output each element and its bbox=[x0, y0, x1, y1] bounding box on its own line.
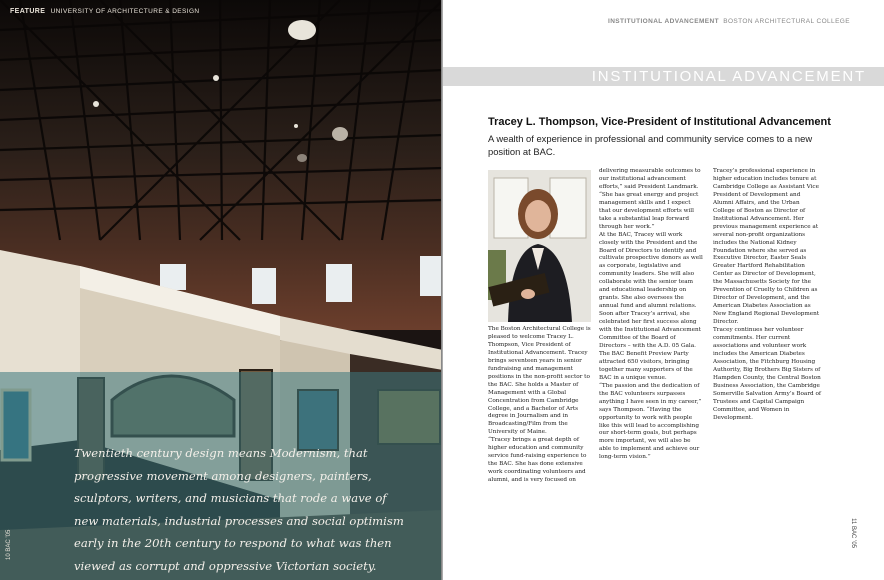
column-1-paragraph: The Boston Architectural College is pleased to welcome Tracey L. Thompson, Vice President of Institutional Advancement. Tracey brings seventeen years in senior fundraising and management positions in the non-profit sector to the BAC. She holds a Master of Management with a Global Concentration from Cambridge College, and a Bachelor of Arts degree in Journalism and in Broadcasting/Film from the University of Maine. bbox=[488, 326, 591, 436]
article-column-1 bbox=[488, 326, 591, 485]
right-header-subtitle: BOSTON ARCHITECTURAL COLLEGE bbox=[723, 18, 850, 25]
column-2-paragraph: At the BAC, Tracey will work closely with the President and the Board of Directors to identify and cultivate prospective donors as well as corporate, legislative and community leaders. She will also collaborate with the senior team and educational leadership on grants. She also oversees the annual fund and alumni relations. bbox=[599, 231, 703, 310]
article-column-2 bbox=[599, 168, 703, 462]
column-3-paragraph: Tracey continues her volunteer commitments. Her current associations and volunteer work includes the American Diabetes Association, the Fitchburg Housing Authority, Big Brothers Big Sisters of Hampden County, the Central Boston Business Association, the Cambridge Somerville Salvation Army’s Board of Trustees and Capital Campaign Committee, and Women in Development. bbox=[713, 327, 822, 421]
column-2-paragraph: delivering measurable outcomes to our institutional advancement efforts,” said President Landmark. “She has great energy and project management skills and I expect that our development efforts will take a substantial leap forward through her work.” bbox=[599, 168, 701, 230]
right-header-section: INSTITUTIONAL ADVANCEMENT bbox=[608, 18, 719, 25]
right-page-number: 11 BAC ’05 bbox=[850, 518, 856, 548]
article-headline: Tracey L. Thompson, Vice-President of Institutional Advancement bbox=[488, 116, 831, 128]
left-header-section: FEATURE bbox=[10, 8, 46, 15]
portrait-photo bbox=[488, 170, 591, 322]
left-running-header bbox=[10, 8, 200, 15]
pull-quote: Twentieth century design means Modernism, that progressive movement among designers, painters, sculptors, writers, and musicians that rode a wave of new materials, industrial processes and social optimism early in the 20th century to respond to what was then viewed as corrupt and oppressive Victorian society. bbox=[74, 446, 404, 573]
article-deck: A wealth of experience in professional and community service comes to a new position at BAC. bbox=[488, 133, 813, 157]
right-running-header bbox=[608, 18, 850, 25]
left-header-subtitle: UNIVERSITY OF ARCHITECTURE & DESIGN bbox=[50, 8, 200, 15]
article-column-3 bbox=[713, 168, 821, 423]
column-3-paragraph: Tracey’s professional experience in higher education includes tenure at Cambridge College as Assistant Vice President of Development and Alumni Affairs, and the Urban College of Boston as Director of Institutional Advancement. Her previous management experience at several non-profit organizations includes the National Kidney Foundation where she served as Executive Director, Easter Seals Greater Hartford Rehabilitation Center as Director of Development, the Massachusetts Society for the Prevention of Cruelty to Children as Director of Development, and the American Diabetes Association as New England Regional Development Director. bbox=[713, 168, 820, 326]
column-1-paragraph: “Tracey brings a great depth of higher education and community service fund-raising experience to the BAC. She has done extensive work coordinating volunteers and alumni, and is very focused on bbox=[488, 437, 587, 484]
right-page bbox=[443, 0, 884, 580]
section-title: INSTITUTIONAL ADVANCEMENT bbox=[591, 68, 866, 85]
column-2-paragraph: Soon after Tracey’s arrival, she celebrated her first success along with the Institutional Advancement Committee of the Board of Directors – with the A.D. 05 Gala. The BAC Benefit Preview Party attracted 650 visitors, bringing together many supporters of the BAC in a unique venue. bbox=[599, 311, 701, 381]
column-2-paragraph: “The passion and the dedication of the BAC volunteers surpasses anything I have seen in my career,” says Thompson. “Having the opportunity to work with people like this will lead to accomplishing our short-term goals, but perhaps more important, we will also be able to implement and achieve our long-term vision.” bbox=[599, 382, 702, 461]
left-page-number: 10 BAC ’05 bbox=[6, 529, 12, 560]
